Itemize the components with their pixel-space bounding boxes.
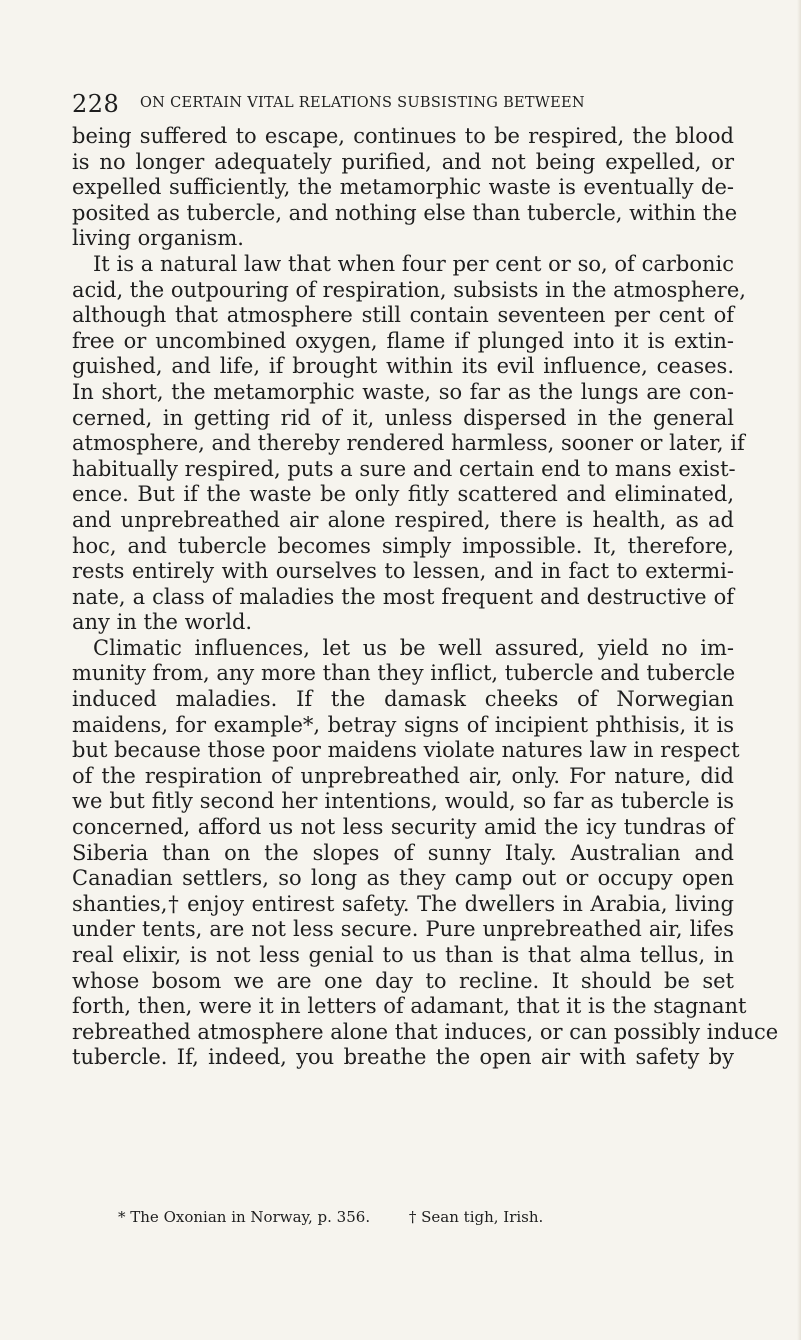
page-header <box>72 88 732 122</box>
text-line: ence. But if the waste be only fitly scattered and eliminated, <box>72 482 734 507</box>
text-line: acid, the outpouring of respiration, subsists in the atmosphere, <box>72 277 746 302</box>
text-line: rests entirely with ourselves to lessen, and in fact to extermi- <box>72 559 734 584</box>
text-line: we but fitly second her intentions, would, so far as tubercle is <box>72 789 734 814</box>
text-line: is no longer adequately purified, and not being expelled, or <box>72 149 734 174</box>
text-line: hoc, and tubercle becomes simply impossible. It, therefore, <box>72 533 734 558</box>
footnote: † Sean tigh, Irish. <box>408 1208 544 1226</box>
text-line: living organism. <box>72 226 244 251</box>
page-edge <box>797 0 801 1340</box>
text-line: munity from, any more than they inflict, tubercle and tubercle <box>72 661 736 686</box>
text-line: It is a natural law that when four per cent or so, of carbonic <box>93 251 734 276</box>
footnotes <box>118 1208 738 1226</box>
text-line: expelled sufficiently, the metamorphic waste is eventually de- <box>72 175 734 200</box>
text-line: forth, then, were it in letters of adamant, that it is the stagnant <box>72 994 747 1019</box>
text-line: maidens, for example*, betray signs of incipient phthisis, it is <box>72 712 734 737</box>
text-line: nate, a class of maladies the most frequent and destructive of <box>72 584 734 609</box>
text-line: tubercle. If, indeed, you breathe the open air with safety by <box>72 1045 734 1070</box>
text-line: Climatic influences, let us be well assured, yield no im- <box>93 635 734 660</box>
text-line: posited as tubercle, and nothing else than tubercle, within the <box>72 200 738 225</box>
text-line: but because those poor maidens violate natures law in respect <box>72 738 740 763</box>
text-line: of the respiration of unprebreathed air, only. For nature, did <box>72 763 734 788</box>
text-line: induced maladies. If the damask cheeks of Norwegian <box>72 687 734 712</box>
text-line: rebreathed atmosphere alone that induces, or can possibly induce <box>72 1019 779 1044</box>
text-line: free or uncombined oxygen, flame if plunged into it is extin- <box>72 328 734 353</box>
body-text <box>72 124 779 1071</box>
text-line: any in the world. <box>72 610 253 635</box>
text-line: being suffered to escape, continues to be respired, the blood <box>72 124 734 148</box>
text-line: Siberia than on the slopes of sunny Italy. Australian and <box>72 840 734 865</box>
running-head: ON CERTAIN VITAL RELATIONS SUBSISTING BETWEEN <box>140 95 585 111</box>
text-line: whose bosom we are one day to recline. It should be set <box>72 968 734 993</box>
text-line: atmosphere, and thereby rendered harmless, sooner or later, if <box>72 431 745 456</box>
text-line: In short, the metamorphic waste, so far as the lungs are con- <box>72 379 734 404</box>
text-line: cerned, in getting rid of it, unless dispersed in the general <box>72 405 734 430</box>
text-line: and unprebreathed air alone respired, there is health, as ad <box>72 507 734 532</box>
text-line: Canadian settlers, so long as they camp out or occupy open <box>72 866 734 891</box>
page-number: 228 <box>72 90 120 118</box>
text-line: real elixir, is not less genial to us than is that alma tellus, in <box>72 943 734 967</box>
text-line: guished, and life, if brought within its evil influence, ceases. <box>72 354 734 379</box>
text-line: concerned, afford us not less security amid the icy tundras of <box>72 815 734 840</box>
text-line: habitually respired, puts a sure and certain end to mans exist- <box>72 456 736 481</box>
text-line: under tents, are not less secure. Pure unprebreathed air, lifes <box>72 917 734 942</box>
text-line: although that atmosphere still contain seventeen per cent of <box>72 303 734 328</box>
footnote: * The Oxonian in Norway, p. 356. <box>118 1208 371 1226</box>
text-line: shanties,† enjoy entirest safety. The dwellers in Arabia, living <box>72 891 734 916</box>
